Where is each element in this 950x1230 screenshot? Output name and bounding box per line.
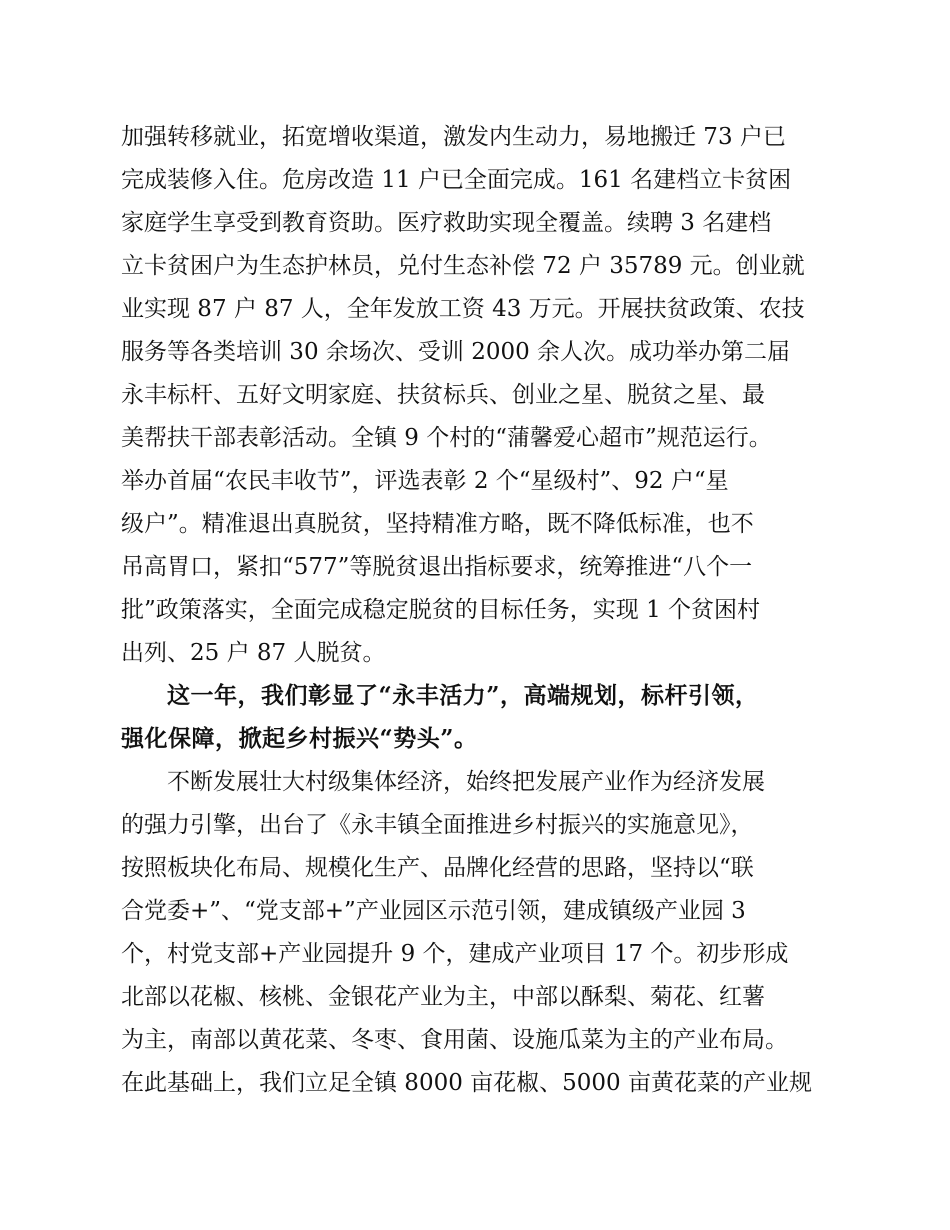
text-line: 级户”。精准退出真脱贫，坚持精准方略，既不降低标准，也不 [121,511,754,537]
text-line: 业实现 87 户 87 人，全年发放工资 43 万元。开展扶贫政策、农技 [121,296,805,322]
text-line: 举办首届“农民丰收节”，评选表彰 2 个“星级村”、92 户“星 [121,468,729,494]
text-line: 出列、25 户 87 人脱贫。 [121,640,386,666]
text-line: 在此基础上，我们立足全镇 8000 亩花椒、5000 亩黄花菜的产业规 [121,1070,812,1096]
text-line: 不断发展壮大村级集体经济，始终把发展产业作为经济发展 [167,769,765,795]
text-line: 按照板块化布局、规模化生产、品牌化经营的思路，坚持以“联 [121,855,754,881]
text-line: 的强力引擎，出台了《永丰镇全面推进乡村振兴的实施意见》， [121,812,754,838]
text-line: 吊高胃口，紧扣“577”等脱贫退出指标要求，统筹推进“八个一 [121,554,753,580]
text-line: 批”政策落实，全面完成稳定脱贫的目标任务，实现 1 个贫困村 [121,597,761,623]
text-line: 北部以花椒、核桃、金银花产业为主，中部以酥梨、菊花、红薯 [121,984,765,1010]
section-heading-line: 强化保障，掀起乡村振兴“势头”。 [121,725,478,752]
text-line: 个，村党支部+产业园提升 9 个，建成产业项目 17 个。初步形成 [121,941,789,967]
text-line: 合党委+”、“党支部+”产业园区示范引领，建成镇级产业园 3 [121,898,746,924]
text-line: 立卡贫困户为生态护林员，兑付生态补偿 72 户 35789 元。创业就 [121,253,805,279]
text-line: 家庭学生享受到教育资助。医疗救助实现全覆盖。续聘 3 名建档 [121,210,772,236]
text-line: 美帮扶干部表彰活动。全镇 9 个村的“蒲馨爱心超市”规范运行。 [121,425,772,451]
text-line: 加强转移就业，拓宽增收渠道，激发内生动力，易地搬迁 73 户已 [121,124,786,150]
text-line: 完成装修入住。危房改造 11 户已全面完成。161 名建档立卡贫困 [121,167,792,193]
text-line: 永丰标杆、五好文明家庭、扶贫标兵、创业之星、脱贫之星、最 [121,382,765,408]
section-heading-line: 这一年，我们彰显了“永丰活力”，高端规划，标杆引领， [167,682,759,709]
text-line: 为主，南部以黄花菜、冬枣、食用菌、设施瓜菜为主的产业布局。 [121,1027,788,1053]
text-line: 服务等各类培训 30 余场次、受训 2000 余人次。成功举办第二届 [121,339,791,365]
